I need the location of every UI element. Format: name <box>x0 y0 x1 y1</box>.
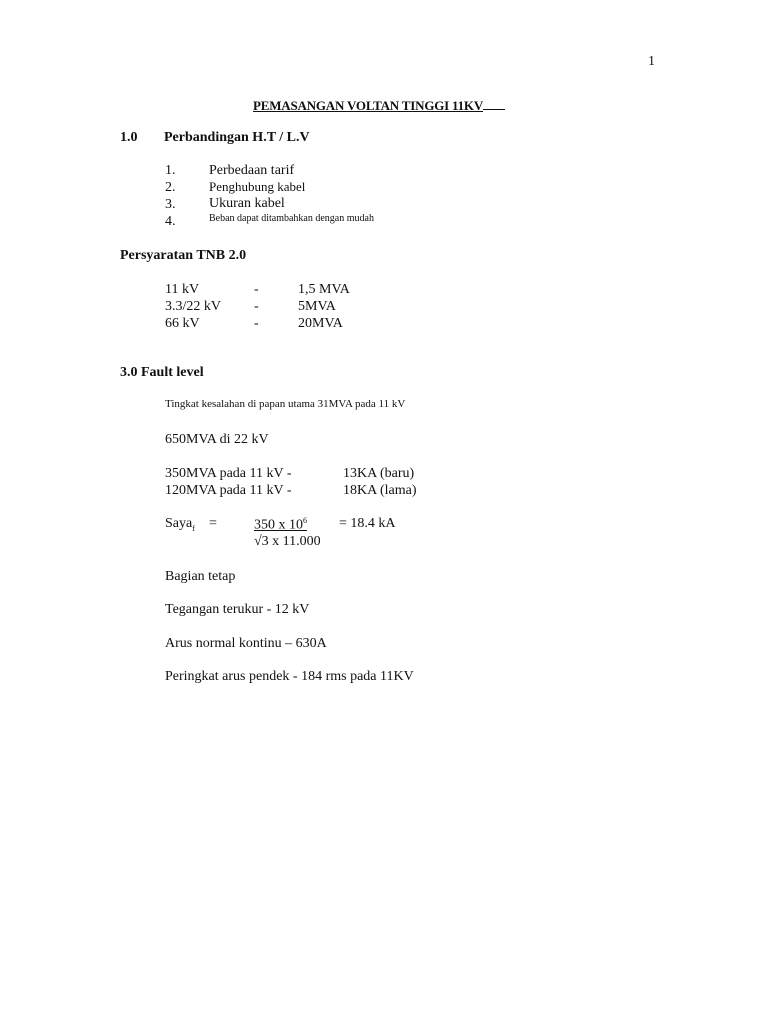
formula-numerator: 350 x $10^6$ <box>254 516 307 533</box>
short-circuit-rating: Peringkat arus pendek - 184 rms pada 11KV <box>165 669 414 684</box>
formula-lhs-subscript: f <box>192 523 195 533</box>
requirement-dash: - <box>254 282 259 297</box>
list-item-text: Penghubung kabel <box>209 179 306 194</box>
list-item-text: Perbedaan tarif <box>209 163 295 178</box>
formula-lhs: Saya$_f$ <box>165 516 195 533</box>
section3-title: 3.0 Fault level <box>120 365 204 380</box>
section1-title: Perbandingan H.T / L.V <box>164 130 310 145</box>
page-number: 1 <box>648 54 655 69</box>
fault-row-right: 18KA (lama) <box>343 483 417 498</box>
section1-number: 1.0 <box>120 130 138 145</box>
formula-equals: = <box>209 516 217 531</box>
document-title <box>253 97 505 112</box>
requirement-rating: 1,5 MVA <box>298 282 350 297</box>
formula-denominator: √3 x 11.000 <box>254 534 321 549</box>
requirement-dash: - <box>254 299 259 314</box>
fault-row-right: 13KA (baru) <box>343 466 415 481</box>
requirement-voltage: 66 kV <box>165 316 200 331</box>
requirement-rating: 5MVA <box>298 299 336 314</box>
fault-intro: Tingkat kesalahan di papan utama 31MVA pada 11 kV <box>165 398 406 410</box>
list-item-number: 3. <box>165 197 176 212</box>
list-item-text: Ukuran kabel <box>209 196 285 211</box>
list-item-number: 2. <box>165 180 176 195</box>
requirement-voltage: 3.3/22 kV <box>165 299 221 314</box>
rated-voltage: Tegangan terukur - 12 kV <box>165 602 310 617</box>
requirement-voltage: 11 kV <box>165 282 200 297</box>
list-item-number: 1. <box>165 163 176 178</box>
list-item-number: 4. <box>165 214 176 229</box>
fault-row-left: 120MVA pada 11 kV - <box>165 483 292 498</box>
fault-line-650mva: 650MVA di 22 kV <box>165 432 269 447</box>
fixed-part: Bagian tetap <box>165 569 236 584</box>
fault-row-left: 350MVA pada 11 kV - <box>165 466 292 481</box>
formula-exponent: 6 <box>303 516 307 525</box>
requirement-rating: 20MVA <box>298 316 343 331</box>
formula-result: = 18.4 kA <box>339 516 396 531</box>
list-item-text: Beban dapat ditambahkan dengan mudah <box>209 213 374 224</box>
normal-current: Arus normal kontinu – 630A <box>165 636 327 651</box>
section2-title: Persyaratan TNB 2.0 <box>120 248 247 263</box>
requirement-dash: - <box>254 316 259 331</box>
document-title-text: PEMASANGAN VOLTAN TINGGI 11KV <box>253 98 484 113</box>
